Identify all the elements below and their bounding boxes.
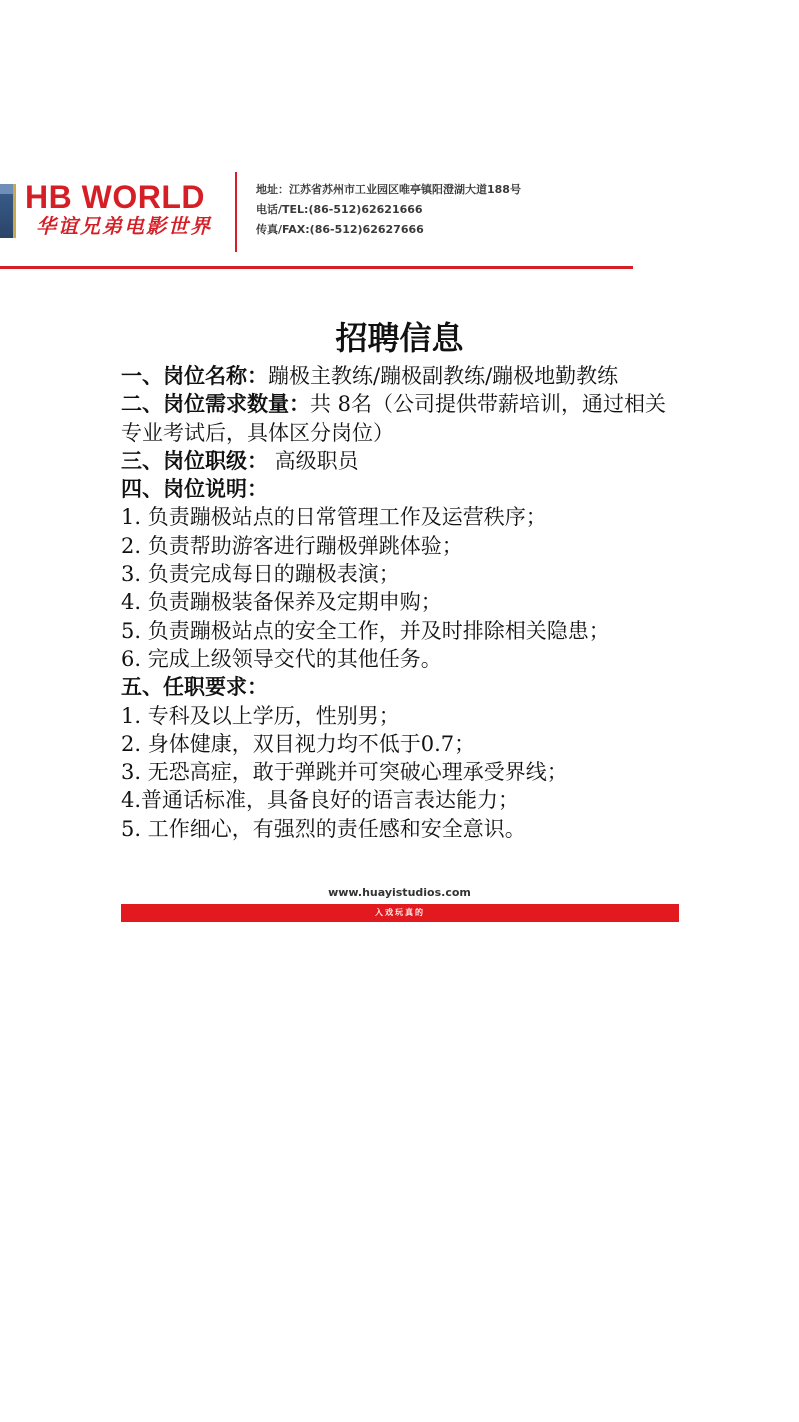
logo-english: HB WORLD	[25, 179, 205, 215]
footer-slogan: 入戏玩真的	[375, 908, 425, 917]
section-value: 蹦极主教练/蹦极副教练/蹦极地勤教练	[268, 364, 619, 388]
footer-slogan-bar	[121, 904, 679, 922]
section-position-name	[121, 362, 681, 390]
section-duties-heading: 四、岗位说明：	[121, 477, 268, 502]
contact-info	[256, 180, 521, 240]
list-item: 5. 工作细心，有强烈的责任感和安全意识。	[121, 816, 526, 841]
page-title: 招聘信息	[335, 319, 464, 357]
section-headcount	[121, 390, 681, 447]
list-item: 5. 负责蹦极站点的安全工作，并及时排除相关隐患；	[121, 618, 610, 643]
logo-chinese: 华谊兄弟电影世界	[36, 214, 212, 238]
section-level	[121, 447, 681, 475]
list-item: 4. 负责蹦极装备保养及定期申购；	[121, 590, 442, 615]
section-label: 二、岗位需求数量：	[121, 392, 310, 417]
list-item: 2. 身体健康，双目视力均不低于0.7；	[121, 731, 476, 756]
section-value: 共 8名（公司提供带薪培训，通过相关专业考试后，具体区分岗位）	[121, 392, 667, 445]
footer-website: www.huayistudios.com	[328, 886, 471, 899]
job-posting-body	[121, 362, 681, 843]
list-item: 1. 负责蹦极站点的日常管理工作及运营秩序；	[121, 505, 547, 530]
list-item: 1. 专科及以上学历，性别男；	[121, 703, 400, 728]
fax-line: 传真/FAX:(86-512)62627666	[256, 223, 424, 236]
letterhead	[0, 166, 640, 272]
section-label: 三、岗位职级：	[121, 448, 268, 473]
section-value: 高级职员	[268, 448, 359, 473]
list-item: 2. 负责帮助游客进行蹦极弹跳体验；	[121, 533, 463, 558]
logo-cube-icon	[0, 184, 16, 238]
letterhead-divider	[235, 172, 237, 252]
list-item: 3. 无恐高症，敢于弹跳并可突破心理承受界线；	[121, 760, 568, 785]
list-item: 3. 负责完成每日的蹦极表演；	[121, 562, 400, 587]
section-requirements-heading: 五、任职要求：	[121, 675, 268, 700]
section-label: 一、岗位名称：	[121, 364, 268, 388]
list-item: 6. 完成上级领导交代的其他任务。	[121, 646, 442, 671]
address-line: 地址：江苏省苏州市工业园区唯亭镇阳澄湖大道188号	[256, 183, 521, 196]
tel-line: 电话/TEL:(86-512)62621666	[256, 203, 423, 216]
letterhead-rule	[0, 266, 633, 269]
list-item: 4.普通话标准，具备良好的语言表达能力；	[121, 788, 520, 813]
